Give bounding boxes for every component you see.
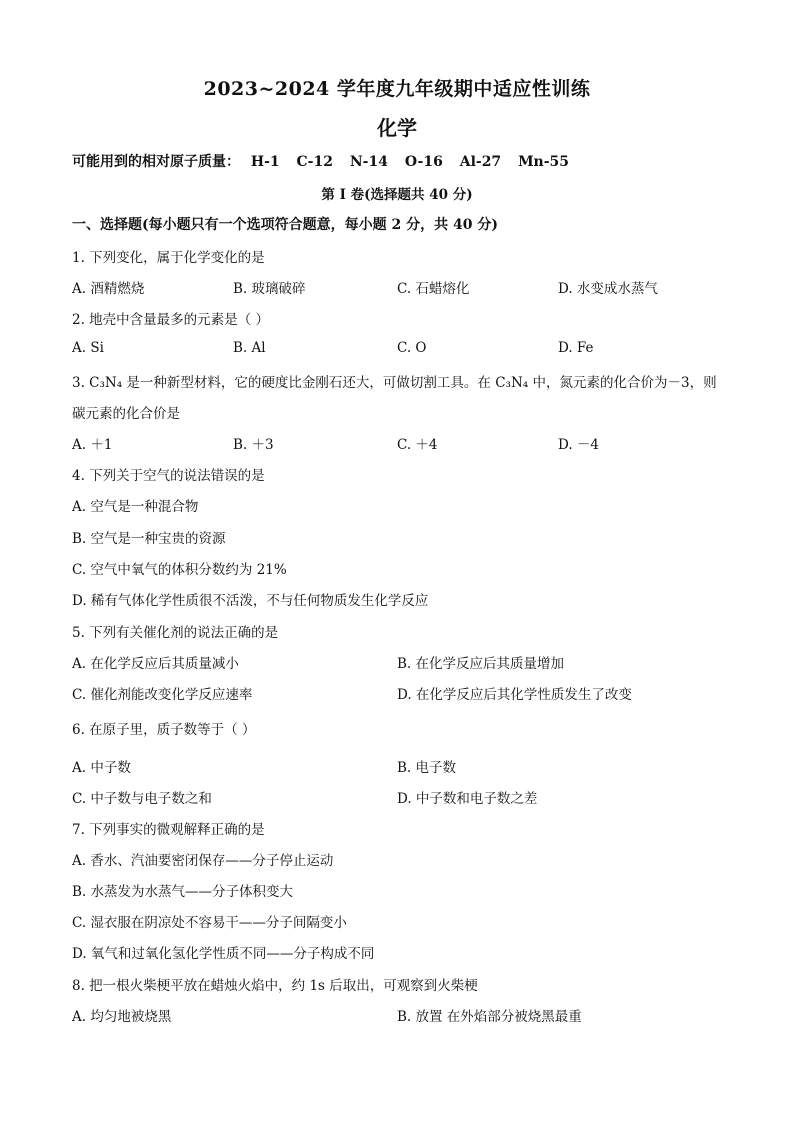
q2-option-b: B. Al (233, 340, 266, 356)
q7-option-c: C. 湿衣服在阴凉处不容易干——分子间隔变小 (72, 915, 347, 931)
atomic-mass-label: 可能用到的相对原子质量： (72, 154, 240, 170)
question-2-stem: 2. 地壳中含量最多的元素是（ ） (72, 312, 269, 328)
q5-option-a: A. 在化学反应后其质量减小 (72, 656, 239, 672)
q1-option-a: A. 酒精燃烧 (72, 281, 145, 297)
mass-al: Al-27 (459, 154, 502, 170)
section-title: 一、选择题(每小题只有一个选项符合题意，每小题 2 分，共 40 分) (72, 217, 498, 233)
mass-h: H-1 (250, 154, 280, 170)
atomic-mass-line (72, 151, 581, 171)
q5-option-d: D. 在化学反应后其化学性质发生了改变 (397, 687, 632, 703)
subject-title: 化学 (377, 116, 417, 140)
q7-option-b: B. 水蒸发为水蒸气——分子体积变大 (72, 884, 294, 900)
mass-c: C-12 (296, 154, 333, 170)
mass-n: N-14 (349, 154, 388, 170)
q8-option-b: B. 放置 在外焰部分被烧黑最重 (397, 1009, 582, 1025)
q3-option-a: A. ＋1 (72, 437, 113, 453)
q6-option-c: C. 中子数与电子数之和 (72, 791, 212, 807)
part-title: 第 I 卷(选择题共 40 分) (321, 187, 473, 203)
mass-mn: Mn-55 (518, 154, 570, 170)
q4-option-c: C. 空气中氧气的体积分数约为 21% (72, 562, 287, 578)
question-1-stem: 1. 下列变化，属于化学变化的是 (72, 250, 265, 266)
question-5-stem: 5. 下列有关催化剂的说法正确的是 (72, 625, 279, 641)
q1-option-b: B. 玻璃破碎 (233, 281, 306, 297)
q6-option-d: D. 中子数和电子数之差 (397, 791, 538, 807)
exam-title: 2023~2024 学年度九年级期中适应性训练 (203, 78, 591, 100)
question-3-stem-line-2: 碳元素的化合价是 (72, 406, 180, 422)
q3-option-d: D. －4 (558, 437, 600, 453)
q2-option-d: D. Fe (558, 340, 594, 356)
q4-option-a: A. 空气是一种混合物 (72, 499, 199, 515)
q6-option-b: B. 电子数 (397, 760, 457, 776)
q4-option-d: D. 稀有气体化学性质很不活泼，不与任何物质发生化学反应 (72, 593, 429, 609)
q3-option-c: C. ＋4 (397, 437, 438, 453)
q7-option-d: D. 氧气和过氧化氢化学性质不同——分子构成不同 (72, 946, 375, 962)
mass-o: O-16 (404, 154, 443, 170)
question-7-stem: 7. 下列事实的微观解释正确的是 (72, 822, 265, 838)
question-8-stem: 8. 把一根火柴梗平放在蜡烛火焰中，约 1s 后取出，可观察到火柴梗 (72, 978, 478, 994)
q2-option-a: A. Si (72, 340, 104, 356)
question-4-stem: 4. 下列关于空气的说法错误的是 (72, 468, 265, 484)
q5-option-c: C. 催化剂能改变化学反应速率 (72, 687, 253, 703)
question-3-stem-line-1: 3. C₃N₄ 是一种新型材料，它的硬度比金刚石还大，可做切割工具。在 C₃N₄ 中，氮元素的化合价为－3，则 (72, 375, 717, 391)
q1-option-c: C. 石蜡熔化 (397, 281, 470, 297)
q1-option-d: D. 水变成水蒸气 (558, 281, 658, 297)
q5-option-b: B. 在化学反应后其质量增加 (397, 656, 565, 672)
q3-option-b: B. ＋3 (233, 437, 274, 453)
q2-option-c: C. O (397, 340, 427, 356)
q4-option-b: B. 空气是一种宝贵的资源 (72, 531, 226, 547)
q7-option-a: A. 香水、汽油要密闭保存——分子停止运动 (72, 853, 334, 869)
q8-option-a: A. 均匀地被烧黑 (72, 1009, 172, 1025)
question-6-stem: 6. 在原子里，质子数等于（ ） (72, 722, 256, 738)
q6-option-a: A. 中子数 (72, 760, 131, 776)
